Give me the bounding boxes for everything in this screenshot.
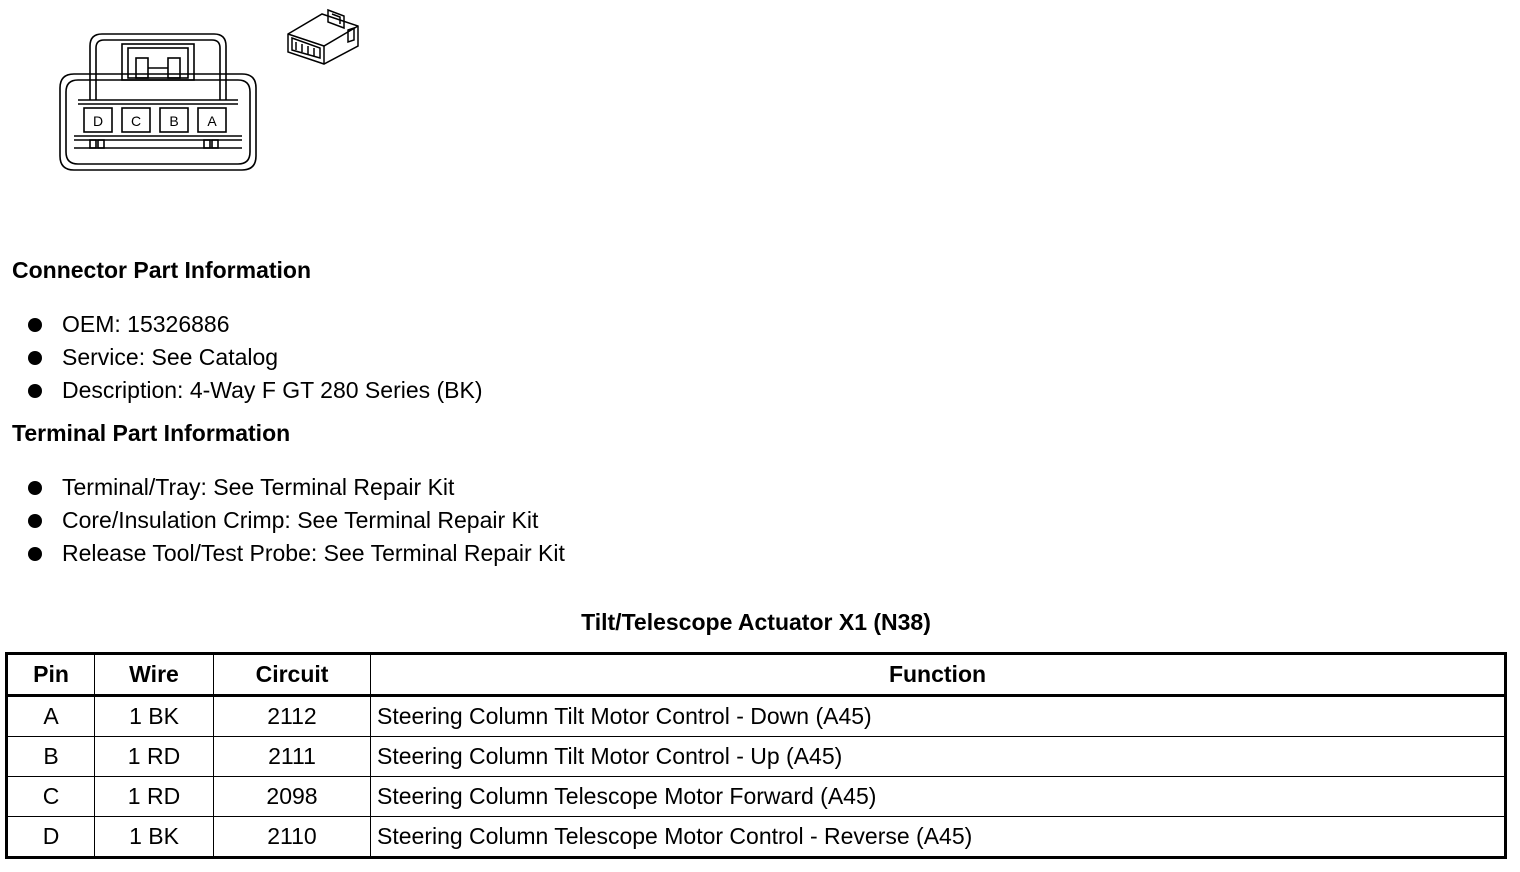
bullet-icon: [28, 384, 42, 398]
bullet-icon: [28, 318, 42, 332]
list-item-text: OEM: 15326886: [62, 311, 230, 337]
table-row: [7, 777, 1506, 817]
connector-part-info-list: [28, 308, 483, 407]
pin-table-title: Tilt/Telescope Actuator X1 (N38): [581, 609, 931, 635]
cell-pin: A: [7, 696, 95, 737]
list-item-text: Service: See Catalog: [62, 344, 279, 370]
list-item: [28, 471, 565, 504]
list-item: [28, 308, 483, 341]
cell-function: Steering Column Telescope Motor Control - Reverse (A45): [371, 817, 1506, 858]
table-row: [7, 737, 1506, 777]
cell-function: Steering Column Telescope Motor Forward (A45): [371, 777, 1506, 817]
bullet-icon: [28, 514, 42, 528]
cell-pin: D: [7, 817, 95, 858]
cell-wire: 1 RD: [95, 777, 214, 817]
cell-pin: B: [7, 737, 95, 777]
bullet-icon: [28, 481, 42, 495]
cell-pin: C: [7, 777, 95, 817]
table-header-row: [7, 654, 1506, 696]
cavity-label-c: C: [130, 113, 142, 129]
cell-circuit: 2098: [214, 777, 371, 817]
list-item-text: Terminal/Tray: See Terminal Repair Kit: [62, 474, 455, 500]
bullet-icon: [28, 351, 42, 365]
bullet-icon: [28, 547, 42, 561]
table-row: [7, 817, 1506, 858]
list-item: [28, 537, 565, 570]
list-item-text: Core/Insulation Crimp: See Terminal Repair Kit: [62, 507, 539, 533]
cavity-label-a: A: [207, 113, 217, 129]
header-pin: Pin: [7, 654, 95, 696]
cell-circuit: 2111: [214, 737, 371, 777]
list-item-text: Release Tool/Test Probe: See Terminal Repair Kit: [62, 540, 565, 566]
cavity-label-b: B: [169, 113, 179, 129]
terminal-part-info-heading: Terminal Part Information: [12, 420, 291, 446]
terminal-part-info-list: [28, 471, 565, 570]
header-circuit: Circuit: [214, 654, 371, 696]
connector-isometric-diagram: [282, 6, 368, 68]
cell-circuit: 2112: [214, 696, 371, 737]
connector-face-diagram: [52, 28, 264, 178]
pin-table: [5, 652, 1507, 859]
cell-function: Steering Column Tilt Motor Control - Up (A45): [371, 737, 1506, 777]
cell-wire: 1 RD: [95, 737, 214, 777]
cell-circuit: 2110: [214, 817, 371, 858]
cell-function: Steering Column Tilt Motor Control - Down (A45): [371, 696, 1506, 737]
list-item: [28, 374, 483, 407]
cell-wire: 1 BK: [95, 817, 214, 858]
connector-part-info-heading: Connector Part Information: [12, 257, 312, 283]
cavity-label-d: D: [92, 113, 104, 129]
table-row: [7, 696, 1506, 737]
list-item: [28, 341, 483, 374]
cell-wire: 1 BK: [95, 696, 214, 737]
header-function: Function: [371, 654, 1506, 696]
header-wire: Wire: [95, 654, 214, 696]
list-item-text: Description: 4-Way F GT 280 Series (BK): [62, 377, 483, 403]
list-item: [28, 504, 565, 537]
